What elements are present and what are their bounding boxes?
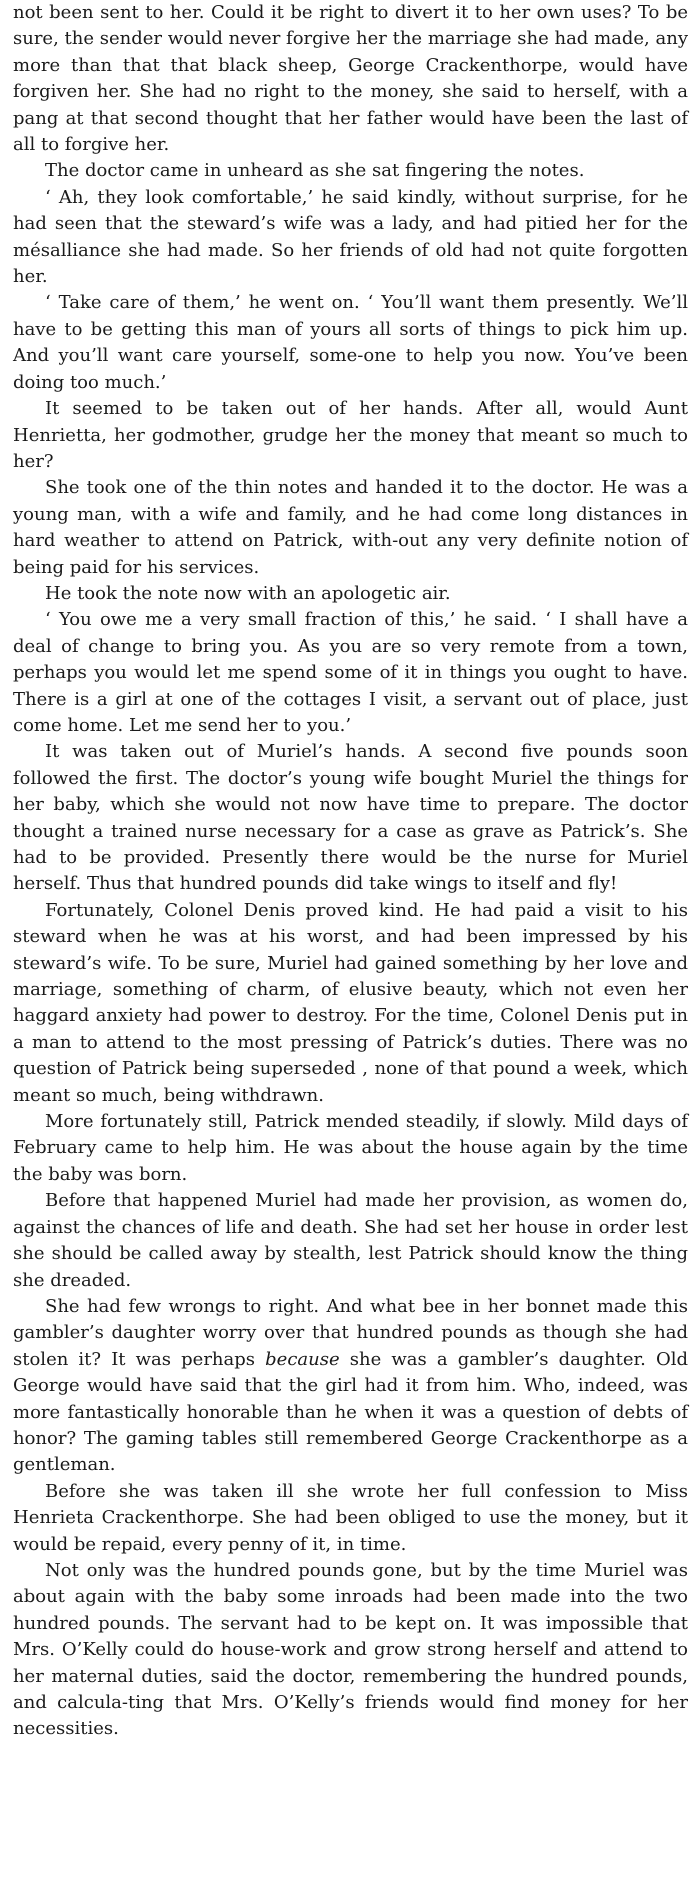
paragraph-10: Fortunately, Colonel Denis proved kind. He had paid a visit to his steward when he was at his worst, and had been impressed by his steward’s wife. To be sure, Muriel had gained something by her love and marriage, something of charm, of elusive beauty, which not even her haggard anxiety had power to destroy. For the time, Colonel Denis put in a man to attend to the most pressing of Patrick’s duties. There was no question of Patrick being superseded , none of that pound a week, which meant so much, being withdrawn. [13,899,688,1106]
paragraph-4: ‘ Take care of them,’ he went on. ‘ You’ll want them presently. We’ll have to be getting this man of yours all sorts of things to pick him up. And you’ll want care yourself, some-one to help you now. You’ve been doing too much.’ [13,292,688,393]
paragraph-6: She took one of the thin notes and handed it to the doctor. He was a young man, with a wife and family, and he had come long distances in hard weather to attend on Patrick, with-out any very definite notion of being paid for his services. [13,477,688,578]
paragraph-13 [13,1294,688,1479]
paragraph-14: Before she was taken ill she wrote her full confession to Miss Henrieta Crackenthorpe. She had been obliged to use the money, but it would be repaid, every penny of it, in time. [13,1480,688,1555]
paragraph-5: It seemed to be taken out of her hands. After all, would Aunt Henrietta, her godmother, grudge her the money that meant so much to her? [13,398,688,472]
paragraph-3: ‘ Ah, they look comfortable,’ he said kindly, without surprise, for he had seen that the steward’s wife was a lady, and had pitied her for the mésalliance she had made. So her friends of old had not quite forgotten her. [13,186,688,288]
paragraph-13-emphasis: because [265,1348,340,1370]
paragraph-11: More fortunately still, Patrick mended steadily, if slowly. Mild days of February came to help him. He was about the house again by the time the baby was born. [13,1111,688,1185]
paragraph-1: not been sent to her. Could it be right to divert it to her own uses? To be sure, the sender would never forgive her the marriage she had made, any more than that that black sheep, George Crackenthorpe, would have forgiven her. She had no right to the money, she said to herself, with a pang at that second thought that her father would have been the last of all to forgive her. [13,2,688,156]
paragraph-9: It was taken out of Muriel’s hands. A second five pounds soon followed the first. The doctor’s young wife bought Muriel the things for her baby, which she would not now have time to prepare. The doctor thought a trained nurse necessary for a case as grave as Patrick’s. She had to be provided. Presently there would be the nurse for Muriel herself. Thus that hundred pounds did take wings to itself and fly! [13,741,688,895]
page-text [13,0,688,1743]
paragraph-12: Before that happened Muriel had made her provision, as women do, against the chances of life and death. She had set her house in order lest she should be called away by stealth, lest Patrick should know the thing she dreaded. [13,1190,688,1291]
paragraph-13-after: she was a gambler’s daughter. Old George would have said that the girl had it from him. Who, indeed, was more fantastically honorable than he when it was a question of debts of honor? The gaming tables still remembered George Crackenthorpe as a gentleman. [13,1348,688,1476]
paragraph-13-before: She had few wrongs to right. And what bee in her bonnet made this gambler’s daughter worry over that hundred pounds as though she had stolen it? It was perhaps [13,1295,688,1370]
paragraph-8: ‘ You owe me a very small fraction of this,’ he said. ‘ I shall have a deal of change to bring you. As you are so very remote from a town, perhaps you would let me spend some of it in things you ought to have. There is a girl at one of the cottages I visit, a servant out of place, just come home. Let me send her to you.’ [13,609,688,736]
paragraph-7: He took the note now with an apologetic air. [45,582,451,604]
paragraph-2: The doctor came in unheard as she sat fingering the notes. [45,160,585,182]
paragraph-15: Not only was the hundred pounds gone, but by the time Muriel was about again with the baby some inroads had been made into the two hundred pounds. The servant had to be kept on. It was impossible that Mrs. O’Kelly could do house-work and grow strong herself and attend to her maternal duties, said the doctor, remembering the hundred pounds, and calcula-ting that Mrs. O’Kelly’s friends would find money for her necessities. [13,1559,688,1740]
